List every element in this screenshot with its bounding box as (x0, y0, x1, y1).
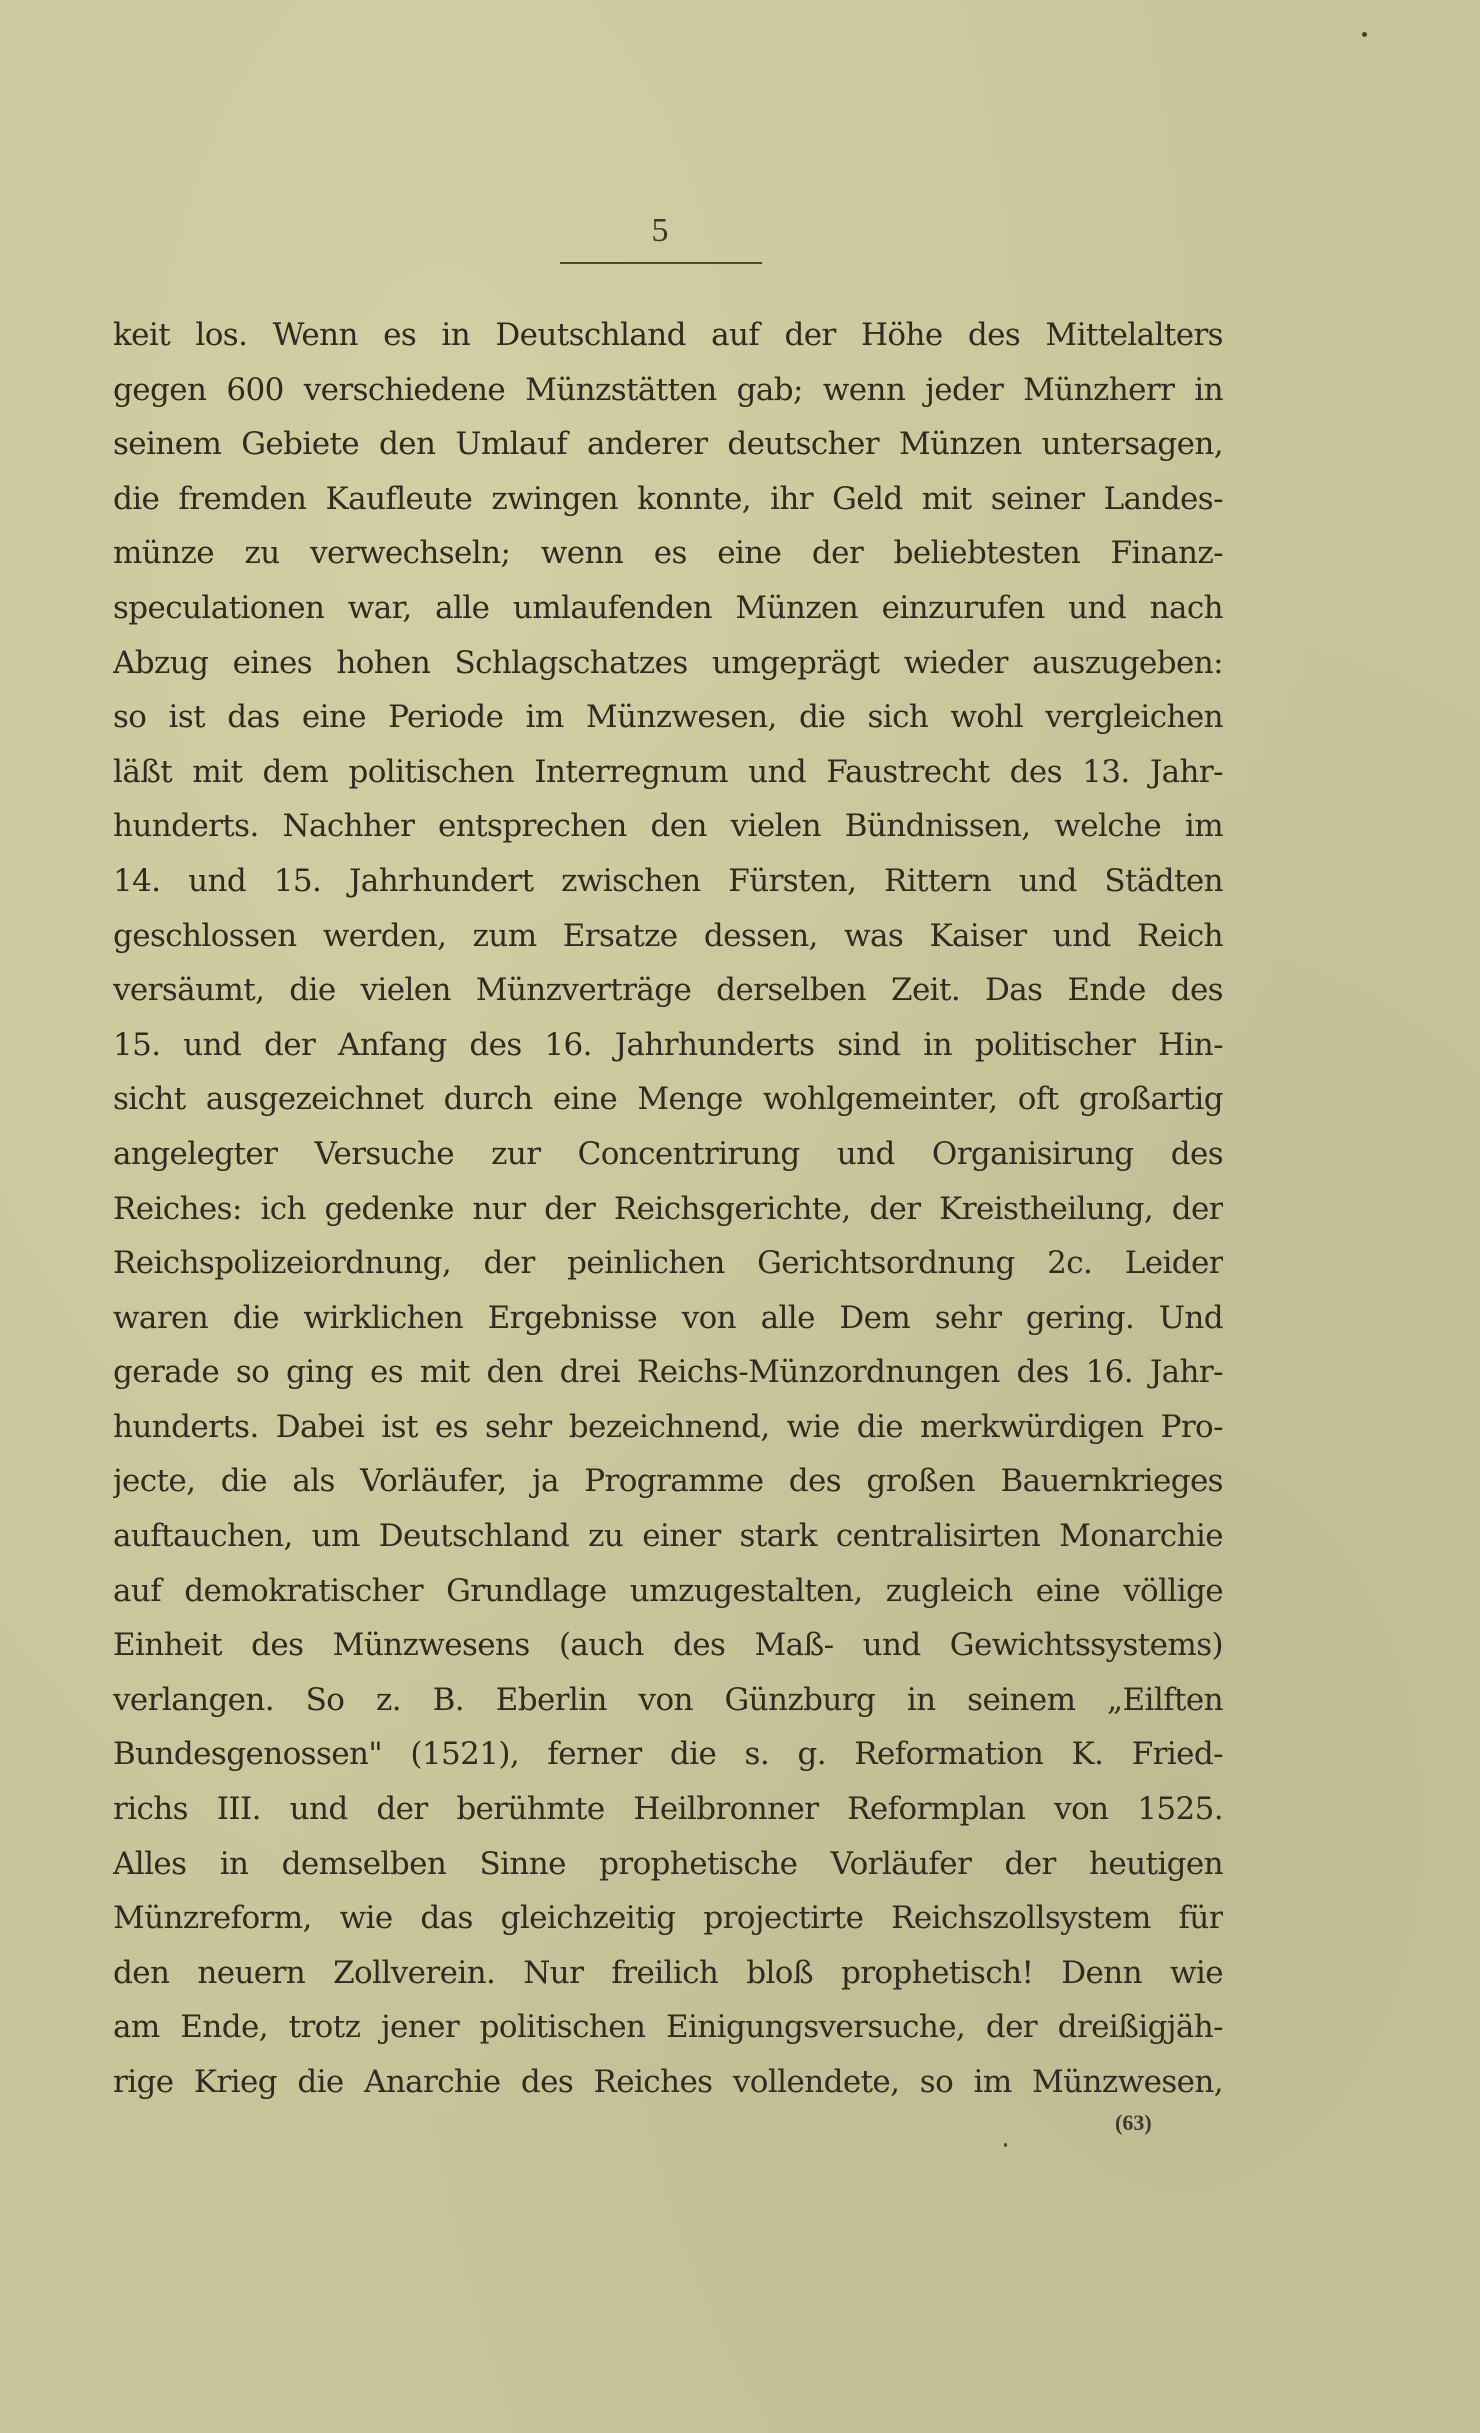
text-line: sicht ausgezeichnet durch eine Menge wohlgemeinter, oft großartig (113, 1081, 1223, 1118)
text-line: 14. und 15. Jahrhundert zwischen Fürsten, Rittern und Städten (113, 862, 1223, 899)
paper-speck (1362, 32, 1367, 37)
text-line: hunderts. Nachher entsprechen den vielen Bündnissen, welche im (113, 808, 1223, 845)
text-line: hunderts. Dabei ist es sehr bezeichnend, wie die merkwürdigen Pro- (113, 1408, 1223, 1445)
text-line: am Ende, trotz jener politischen Einigungsversuche, der dreißigjäh- (113, 2009, 1223, 2046)
text-line: 15. und der Anfang des 16. Jahrhunderts sind in politischer Hin- (113, 1026, 1223, 1063)
paper-speck (1004, 2143, 1007, 2147)
text-line: Bundesgenossen" (1521), ferner die s. g. Reformation K. Fried- (113, 1736, 1223, 1773)
text-line: waren die wirklichen Ergebnisse von alle Dem sehr gering. Und (113, 1299, 1223, 1336)
page-number: 5 (651, 212, 669, 249)
text-line: versäumt, die vielen Münzverträge derselben Zeit. Das Ende des (113, 972, 1223, 1009)
text-line: speculationen war, alle umlaufenden Münzen einzurufen und nach (113, 589, 1223, 626)
text-line: richs III. und der berühmte Heilbronner Reformplan von 1525. (113, 1791, 1223, 1828)
text-line: verlangen. So z. B. Eberlin von Günzburg in seinem „Eilften (113, 1681, 1223, 1718)
signature-mark: (63) (1115, 2110, 1152, 2135)
text-line: auf demokratischer Grundlage umzugestalten, zugleich eine völlige (113, 1572, 1223, 1609)
text-line: die fremden Kaufleute zwingen konnte, ihr Geld mit seiner Landes- (113, 480, 1223, 517)
text-line: geschlossen werden, zum Ersatze dessen, was Kaiser und Reich (113, 917, 1223, 954)
text-line: münze zu verwechseln; wenn es eine der beliebtesten Finanz- (113, 535, 1223, 572)
text-line: läßt mit dem politischen Interregnum und Faustrecht des 13. Jahr- (113, 753, 1223, 790)
text-line: rige Krieg die Anarchie des Reiches vollendete, so im Münzwesen, (113, 2064, 1223, 2100)
text-line: Reiches: ich gedenke nur der Reichsgerichte, der Kreistheilung, der (113, 1190, 1223, 1227)
text-line: Alles in demselben Sinne prophetische Vorläufer der heutigen (113, 1845, 1223, 1882)
text-line: jecte, die als Vorläufer, ja Programme des großen Bauernkrieges (113, 1463, 1223, 1500)
text-line: gerade so ging es mit den drei Reichs-Münzordnungen des 16. Jahr- (113, 1354, 1223, 1391)
text-line: Abzug eines hohen Schlagschatzes umgeprägt wieder auszugeben: (113, 644, 1223, 681)
text-line: Münzreform, wie das gleichzeitig projectirte Reichszollsystem für (113, 1900, 1223, 1937)
text-line: so ist das eine Periode im Münzwesen, die sich wohl vergleichen (113, 699, 1223, 736)
text-line: angelegter Versuche zur Concentrirung und Organisirung des (113, 1135, 1223, 1172)
text-line: Einheit des Münzwesens (auch des Maß- und Gewichtssystems) (113, 1627, 1223, 1664)
text-line: seinem Gebiete den Umlauf anderer deutscher Münzen untersagen, (113, 426, 1223, 463)
text-line: keit los. Wenn es in Deutschland auf der Höhe des Mittelalters (113, 317, 1223, 353)
text-line: gegen 600 verschiedene Münzstätten gab; wenn jeder Münzherr in (113, 371, 1223, 408)
text-line: den neuern Zollverein. Nur freilich bloß prophetisch! Denn wie (113, 1954, 1223, 1991)
text-line: auftauchen, um Deutschland zu einer stark centralisirten Monarchie (113, 1518, 1223, 1555)
body-text (113, 308, 1223, 2110)
header-rule (560, 262, 762, 264)
text-line: Reichspolizeiordnung, der peinlichen Gerichtsordnung 2c. Leider (113, 1245, 1223, 1282)
